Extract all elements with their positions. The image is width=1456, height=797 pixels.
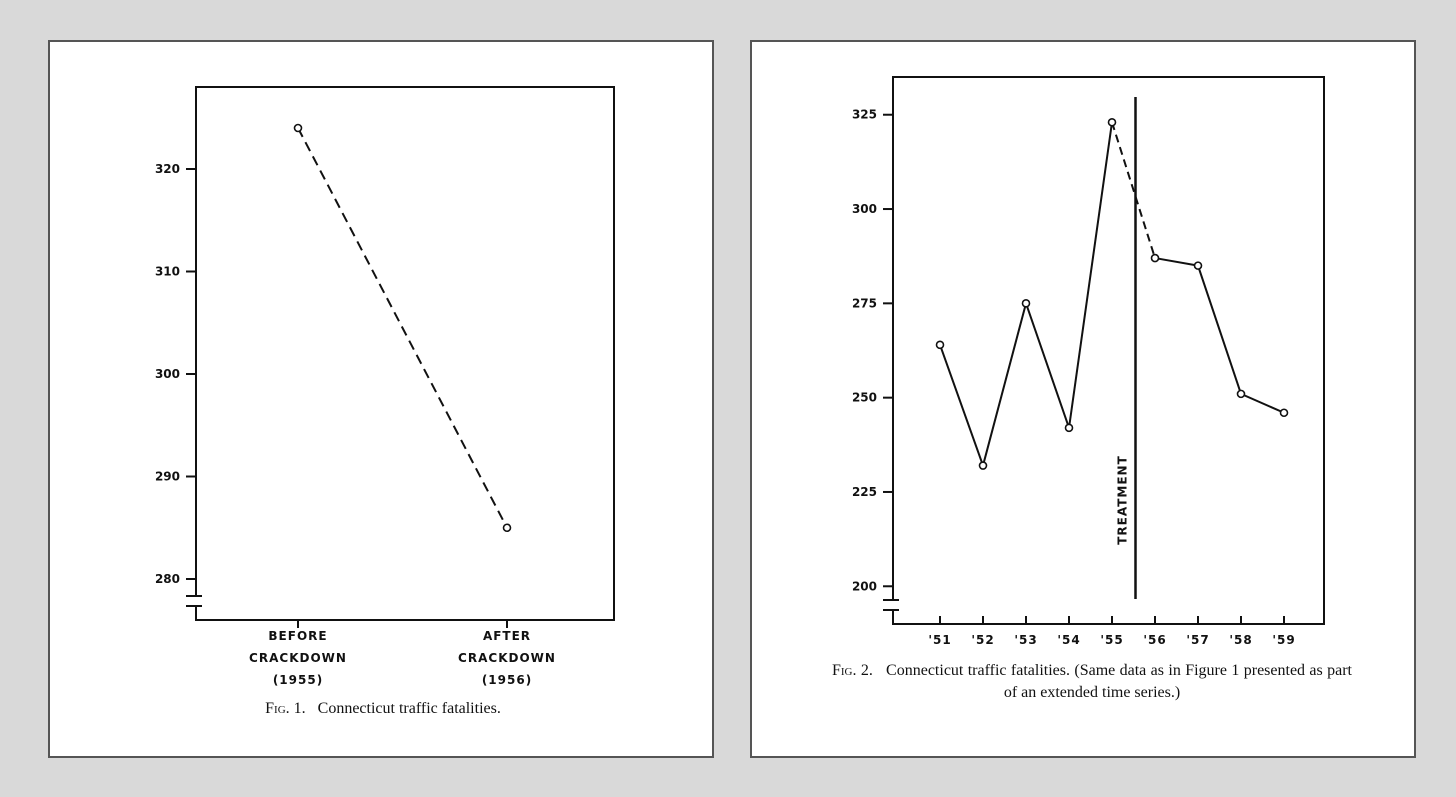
figure-2-chart	[752, 42, 1414, 756]
series-segment	[1069, 122, 1112, 428]
data-point	[937, 341, 944, 348]
plot-frame	[893, 77, 1324, 624]
series-segment	[1155, 258, 1198, 266]
y-tick-label: 225	[851, 484, 877, 499]
axis-break-gap	[194, 597, 198, 605]
figure-2-caption	[832, 660, 1352, 704]
figure-2-caption-label: Fig. 2.	[832, 662, 873, 679]
data-point	[1109, 119, 1116, 126]
figure-2-caption-text: Connecticut traffic fatalities. (Same data as in Figure 1 presented as part of an extended time series.)	[886, 662, 1353, 701]
x-tick-label: '54	[1057, 633, 1081, 647]
data-point	[1023, 300, 1030, 307]
x-tick-label: '55	[1100, 633, 1124, 647]
figure-2-panel	[750, 40, 1416, 758]
figure-1-panel	[48, 40, 714, 758]
data-point	[980, 462, 987, 469]
y-tick-label: 300	[851, 202, 877, 217]
data-point	[1238, 390, 1245, 397]
x-category-label: (1955)	[272, 673, 324, 687]
data-point	[1281, 409, 1288, 416]
data-point	[1195, 262, 1202, 269]
y-tick-label: 300	[154, 367, 180, 381]
series-segment-dashed	[1112, 122, 1155, 258]
series-segment	[1241, 394, 1284, 413]
x-tick-label: '57	[1186, 633, 1210, 647]
x-category-label: AFTER	[482, 629, 532, 643]
treatment-label: TREATMENT	[1115, 455, 1130, 545]
x-category-label: CRACKDOWN	[249, 651, 347, 665]
x-category-label: (1956)	[481, 673, 533, 687]
x-tick-label: '59	[1272, 633, 1296, 647]
x-category-label: CRACKDOWN	[458, 651, 556, 665]
x-tick-label: '51	[928, 633, 952, 647]
x-tick-label: '52	[971, 633, 995, 647]
x-tick-label: '58	[1229, 633, 1253, 647]
plot-frame	[196, 87, 614, 620]
data-point	[295, 125, 302, 132]
data-point	[504, 524, 511, 531]
series-segment	[1026, 303, 1069, 427]
y-tick-label: 325	[851, 107, 877, 122]
figure-1-chart	[50, 42, 712, 756]
axis-break-gap	[891, 601, 895, 609]
x-tick-label: '53	[1014, 633, 1038, 647]
y-tick-label: 310	[154, 264, 180, 279]
data-point	[1066, 424, 1073, 431]
series-segment	[1198, 266, 1241, 394]
figure-1-caption-text: Connecticut traffic fatalities.	[317, 700, 501, 717]
y-tick-label: 275	[851, 296, 877, 311]
data-point	[1152, 255, 1159, 262]
series-segment	[983, 303, 1026, 465]
figure-1-caption-label: Fig. 1.	[265, 700, 306, 717]
x-tick-label: '56	[1143, 633, 1167, 647]
y-tick-label: 250	[851, 390, 877, 405]
y-tick-label: 290	[154, 469, 180, 484]
y-tick-label: 200	[851, 579, 877, 594]
x-category-label: BEFORE	[268, 629, 328, 643]
series-segment	[940, 345, 983, 466]
figure-1-caption	[50, 698, 716, 720]
series-line	[298, 128, 507, 528]
y-tick-label: 280	[154, 572, 180, 586]
y-tick-label: 320	[154, 162, 180, 176]
